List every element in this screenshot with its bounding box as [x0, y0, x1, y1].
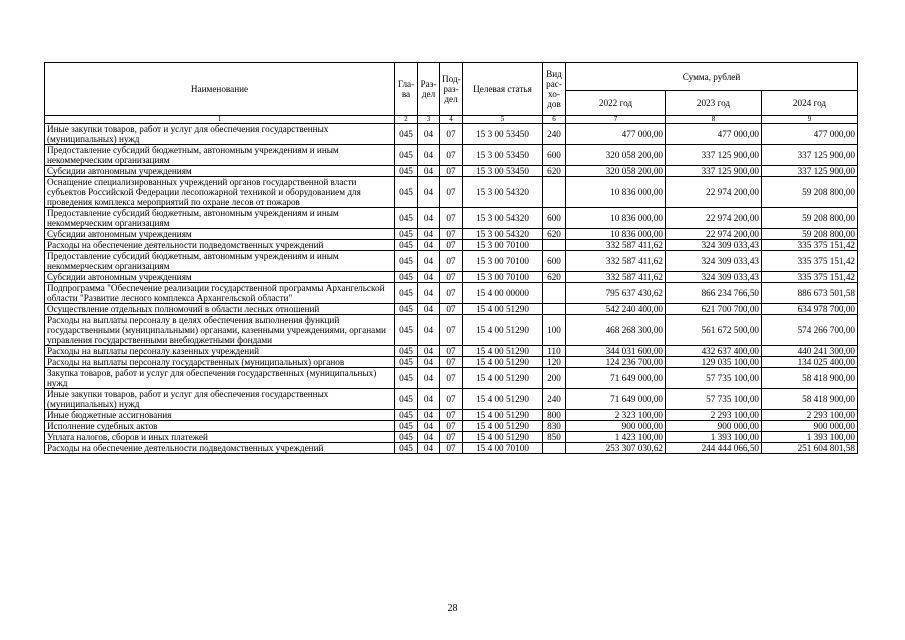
- row-chapter: 045: [395, 304, 418, 315]
- header-subsection: Под-раз-дел: [440, 63, 463, 116]
- row-expense-kind: 110: [543, 346, 566, 357]
- table-row: [45, 272, 858, 283]
- row-sum-2024: 59 208 800,00: [762, 208, 858, 229]
- table-row: [45, 177, 858, 208]
- row-name: Иные закупки товаров, работ и услуг для обеспечения государственных (муниципальных) нужд: [45, 124, 395, 145]
- row-sum-2022: 10 836 000,00: [566, 177, 666, 208]
- row-name: Осуществление отдельных полномочий в области лесных отношений: [45, 304, 395, 315]
- row-target-article: 15 4 00 51290: [463, 315, 543, 346]
- column-index-row: [45, 116, 858, 124]
- table-row: [45, 368, 858, 389]
- row-chapter: 045: [395, 432, 418, 443]
- row-sum-2022: 344 031 600,00: [566, 346, 666, 357]
- header-target: Целевая статья: [463, 63, 543, 116]
- row-subsection: 07: [440, 145, 463, 166]
- header-name: Наименование: [45, 63, 395, 116]
- row-sum-2022: 332 587 411,62: [566, 251, 666, 272]
- row-chapter: 045: [395, 229, 418, 240]
- column-index: 8: [666, 116, 762, 124]
- header-kind: Вид рас-хо-дов: [543, 63, 566, 116]
- table-row: [45, 389, 858, 410]
- row-chapter: 045: [395, 240, 418, 251]
- column-index: 9: [762, 116, 858, 124]
- row-sum-2023: 2 293 100,00: [666, 410, 762, 421]
- row-sum-2023: 22 974 200,00: [666, 208, 762, 229]
- row-sum-2023: 432 637 400,00: [666, 346, 762, 357]
- row-sum-2024: 251 604 801,58: [762, 443, 858, 454]
- row-section: 04: [418, 166, 440, 177]
- row-name: Расходы на выплаты персоналу в целях обеспечения выполнения функций государственными (муниципальными) органами, казенными учреждениями, органами управления государственными внебюджетными фондами: [45, 315, 395, 346]
- table-row: [45, 251, 858, 272]
- page-number: 28: [447, 603, 458, 614]
- row-target-article: 15 4 00 51290: [463, 389, 543, 410]
- row-chapter: 045: [395, 410, 418, 421]
- row-sum-2022: 253 307 030,62: [566, 443, 666, 454]
- row-sum-2022: 2 323 100,00: [566, 410, 666, 421]
- row-expense-kind: [543, 283, 566, 304]
- row-target-article: 15 4 00 70100: [463, 443, 543, 454]
- row-expense-kind: 600: [543, 251, 566, 272]
- row-section: 04: [418, 240, 440, 251]
- row-section: 04: [418, 251, 440, 272]
- row-name: Уплата налогов, сборов и иных платежей: [45, 432, 395, 443]
- row-section: 04: [418, 315, 440, 346]
- header-chapter: Гла-ва: [395, 63, 418, 116]
- row-sum-2022: 10 836 000,00: [566, 229, 666, 240]
- row-sum-2024: 886 673 501,58: [762, 283, 858, 304]
- budget-table: [44, 62, 858, 454]
- row-sum-2022: 124 236 700,00: [566, 357, 666, 368]
- row-chapter: 045: [395, 421, 418, 432]
- column-index: 4: [440, 116, 463, 124]
- row-section: 04: [418, 208, 440, 229]
- row-target-article: 15 4 00 51290: [463, 357, 543, 368]
- row-name: Субсидии автономным учреждениям: [45, 272, 395, 283]
- row-target-article: 15 3 00 70100: [463, 251, 543, 272]
- table-row: [45, 421, 858, 432]
- column-index: 5: [463, 116, 543, 124]
- table-header: [45, 63, 858, 124]
- row-chapter: 045: [395, 177, 418, 208]
- table-row: [45, 315, 858, 346]
- table-row: [45, 443, 858, 454]
- row-chapter: 045: [395, 315, 418, 346]
- row-name: Расходы на обеспечение деятельности подведомственных учреждений: [45, 240, 395, 251]
- row-sum-2024: 59 208 800,00: [762, 177, 858, 208]
- row-subsection: 07: [440, 304, 463, 315]
- row-sum-2023: 337 125 900,00: [666, 145, 762, 166]
- row-name: Расходы на выплаты персоналу государственных (муниципальных) органов: [45, 357, 395, 368]
- row-chapter: 045: [395, 166, 418, 177]
- row-sum-2024: 337 125 900,00: [762, 166, 858, 177]
- row-chapter: 045: [395, 443, 418, 454]
- row-section: 04: [418, 432, 440, 443]
- row-sum-2022: 468 268 300,00: [566, 315, 666, 346]
- column-index: 3: [418, 116, 440, 124]
- row-name: Расходы на выплаты персоналу казенных учреждений: [45, 346, 395, 357]
- row-section: 04: [418, 421, 440, 432]
- row-subsection: 07: [440, 124, 463, 145]
- column-index: 7: [566, 116, 666, 124]
- row-target-article: 15 4 00 51290: [463, 368, 543, 389]
- row-target-article: 15 4 00 51290: [463, 410, 543, 421]
- row-chapter: 045: [395, 368, 418, 389]
- table-row: [45, 166, 858, 177]
- row-sum-2023: 561 672 500,00: [666, 315, 762, 346]
- row-chapter: 045: [395, 357, 418, 368]
- header-year-2024: 2024 год: [762, 91, 858, 116]
- row-sum-2023: 129 035 100,00: [666, 357, 762, 368]
- table-row: [45, 410, 858, 421]
- row-expense-kind: 800: [543, 410, 566, 421]
- row-name: Оснащение специализированных учреждений органов государственной власти субъектов Российской Федерации лесопожарной техникой и оборудованием для проведения комплекса мероприятий по охране лесов от пожаров: [45, 177, 395, 208]
- row-target-article: 15 3 00 54320: [463, 177, 543, 208]
- row-sum-2024: 477 000,00: [762, 124, 858, 145]
- row-sum-2024: 900 000,00: [762, 421, 858, 432]
- row-subsection: 07: [440, 389, 463, 410]
- row-subsection: 07: [440, 346, 463, 357]
- table-row: [45, 229, 858, 240]
- row-sum-2024: 337 125 900,00: [762, 145, 858, 166]
- row-chapter: 045: [395, 389, 418, 410]
- table-row: [45, 240, 858, 251]
- row-target-article: 15 3 00 70100: [463, 240, 543, 251]
- header-section: Раз-дел: [418, 63, 440, 116]
- row-section: 04: [418, 177, 440, 208]
- row-section: 04: [418, 229, 440, 240]
- row-sum-2022: 71 649 000,00: [566, 389, 666, 410]
- row-chapter: 045: [395, 346, 418, 357]
- row-target-article: 15 3 00 70100: [463, 272, 543, 283]
- row-expense-kind: 850: [543, 432, 566, 443]
- row-name: Закупка товаров, работ и услуг для обеспечения государственных (муниципальных) нужд: [45, 368, 395, 389]
- row-subsection: 07: [440, 240, 463, 251]
- row-chapter: 045: [395, 251, 418, 272]
- row-section: 04: [418, 389, 440, 410]
- row-chapter: 045: [395, 124, 418, 145]
- header-year-2022: 2022 год: [566, 91, 666, 116]
- table-row: [45, 124, 858, 145]
- row-section: 04: [418, 304, 440, 315]
- row-subsection: 07: [440, 357, 463, 368]
- row-target-article: 15 3 00 53450: [463, 124, 543, 145]
- row-subsection: 07: [440, 421, 463, 432]
- row-sum-2022: 795 637 430,62: [566, 283, 666, 304]
- row-expense-kind: 620: [543, 272, 566, 283]
- header-year-2023: 2023 год: [666, 91, 762, 116]
- row-sum-2022: 71 649 000,00: [566, 368, 666, 389]
- column-index: 1: [45, 116, 395, 124]
- row-expense-kind: 120: [543, 357, 566, 368]
- row-chapter: 045: [395, 272, 418, 283]
- row-chapter: 045: [395, 208, 418, 229]
- row-subsection: 07: [440, 283, 463, 304]
- row-name: Предоставление субсидий бюджетным, автономным учреждениям и иным некоммерческим организациям: [45, 251, 395, 272]
- row-sum-2024: 58 418 900,00: [762, 368, 858, 389]
- row-sum-2023: 324 309 033,43: [666, 240, 762, 251]
- row-sum-2023: 57 735 100,00: [666, 368, 762, 389]
- row-sum-2024: 440 241 300,00: [762, 346, 858, 357]
- row-sum-2022: 10 836 000,00: [566, 208, 666, 229]
- row-name: Предоставление субсидий бюджетным, автономным учреждениям и иным некоммерческим организациям: [45, 208, 395, 229]
- row-sum-2022: 1 423 100,00: [566, 432, 666, 443]
- row-subsection: 07: [440, 229, 463, 240]
- row-sum-2024: 335 375 151,42: [762, 251, 858, 272]
- row-target-article: 15 3 00 54320: [463, 208, 543, 229]
- row-sum-2024: 335 375 151,42: [762, 240, 858, 251]
- row-sum-2023: 337 125 900,00: [666, 166, 762, 177]
- row-sum-2024: 2 293 100,00: [762, 410, 858, 421]
- row-expense-kind: 620: [543, 229, 566, 240]
- row-name: Иные закупки товаров, работ и услуг для обеспечения государственных (муниципальных) нужд: [45, 389, 395, 410]
- row-target-article: 15 4 00 51290: [463, 304, 543, 315]
- row-subsection: 07: [440, 410, 463, 421]
- header-sum: Сумма, рублей: [566, 63, 858, 91]
- row-name: Предоставление субсидий бюджетным, автономным учреждениям и иным некоммерческим организациям: [45, 145, 395, 166]
- row-target-article: 15 3 00 54320: [463, 229, 543, 240]
- table-row: [45, 346, 858, 357]
- row-target-article: 15 3 00 53450: [463, 166, 543, 177]
- row-expense-kind: 830: [543, 421, 566, 432]
- row-target-article: 15 3 00 53450: [463, 145, 543, 166]
- table-row: [45, 283, 858, 304]
- row-target-article: 15 4 00 51290: [463, 432, 543, 443]
- row-section: 04: [418, 346, 440, 357]
- row-target-article: 15 4 00 51290: [463, 421, 543, 432]
- row-section: 04: [418, 124, 440, 145]
- row-expense-kind: 240: [543, 124, 566, 145]
- row-sum-2023: 324 309 033,43: [666, 272, 762, 283]
- row-chapter: 045: [395, 145, 418, 166]
- column-index: 6: [543, 116, 566, 124]
- row-target-article: 15 4 00 00000: [463, 283, 543, 304]
- row-name: Иные бюджетные ассигнования: [45, 410, 395, 421]
- table-row: [45, 304, 858, 315]
- row-expense-kind: 100: [543, 315, 566, 346]
- row-expense-kind: 200: [543, 368, 566, 389]
- row-sum-2023: 866 234 766,50: [666, 283, 762, 304]
- row-expense-kind: [543, 240, 566, 251]
- table-row: [45, 145, 858, 166]
- row-subsection: 07: [440, 166, 463, 177]
- row-expense-kind: [543, 304, 566, 315]
- row-expense-kind: 600: [543, 145, 566, 166]
- row-sum-2022: 477 000,00: [566, 124, 666, 145]
- row-subsection: 07: [440, 368, 463, 389]
- row-name: Субсидии автономным учреждениям: [45, 166, 395, 177]
- row-section: 04: [418, 410, 440, 421]
- row-sum-2023: 22 974 200,00: [666, 229, 762, 240]
- table-row: [45, 208, 858, 229]
- row-subsection: 07: [440, 177, 463, 208]
- row-sum-2024: 59 208 800,00: [762, 229, 858, 240]
- row-sum-2024: 574 266 700,00: [762, 315, 858, 346]
- row-sum-2022: 900 000,00: [566, 421, 666, 432]
- row-sum-2023: 22 974 200,00: [666, 177, 762, 208]
- row-chapter: 045: [395, 283, 418, 304]
- table-row: [45, 432, 858, 443]
- row-name: Расходы на обеспечение деятельности подведомственных учреждений: [45, 443, 395, 454]
- row-subsection: 07: [440, 432, 463, 443]
- row-name: Субсидии автономным учреждениям: [45, 229, 395, 240]
- row-sum-2023: 621 700 700,00: [666, 304, 762, 315]
- row-sum-2023: 1 393 100,00: [666, 432, 762, 443]
- row-section: 04: [418, 443, 440, 454]
- row-name: Подпрограмма "Обеспечение реализации государственной программы Архангельской области "Развитие лесного комплекса Архангельской области": [45, 283, 395, 304]
- row-section: 04: [418, 357, 440, 368]
- row-expense-kind: [543, 443, 566, 454]
- row-name: Исполнение судебных актов: [45, 421, 395, 432]
- row-sum-2023: 244 444 066,50: [666, 443, 762, 454]
- row-subsection: 07: [440, 315, 463, 346]
- row-section: 04: [418, 272, 440, 283]
- row-sum-2023: 57 735 100,00: [666, 389, 762, 410]
- row-sum-2022: 542 240 400,00: [566, 304, 666, 315]
- row-sum-2022: 332 587 411,62: [566, 240, 666, 251]
- row-expense-kind: 600: [543, 208, 566, 229]
- row-sum-2024: 634 978 700,00: [762, 304, 858, 315]
- row-expense-kind: 620: [543, 166, 566, 177]
- row-subsection: 07: [440, 208, 463, 229]
- row-sum-2023: 900 000,00: [666, 421, 762, 432]
- row-sum-2023: 477 000,00: [666, 124, 762, 145]
- row-section: 04: [418, 368, 440, 389]
- row-expense-kind: [543, 177, 566, 208]
- row-sum-2022: 320 058 200,00: [566, 166, 666, 177]
- row-subsection: 07: [440, 272, 463, 283]
- row-sum-2024: 58 418 900,00: [762, 389, 858, 410]
- row-section: 04: [418, 283, 440, 304]
- row-sum-2023: 324 309 033,43: [666, 251, 762, 272]
- row-subsection: 07: [440, 443, 463, 454]
- row-section: 04: [418, 145, 440, 166]
- row-sum-2022: 332 587 411,62: [566, 272, 666, 283]
- row-expense-kind: 240: [543, 389, 566, 410]
- row-sum-2024: 1 393 100,00: [762, 432, 858, 443]
- row-sum-2024: 335 375 151,42: [762, 272, 858, 283]
- row-sum-2022: 320 058 200,00: [566, 145, 666, 166]
- row-target-article: 15 4 00 51290: [463, 346, 543, 357]
- table-row: [45, 357, 858, 368]
- table-body: [45, 124, 858, 454]
- row-sum-2024: 134 025 400,00: [762, 357, 858, 368]
- row-subsection: 07: [440, 251, 463, 272]
- column-index: 2: [395, 116, 418, 124]
